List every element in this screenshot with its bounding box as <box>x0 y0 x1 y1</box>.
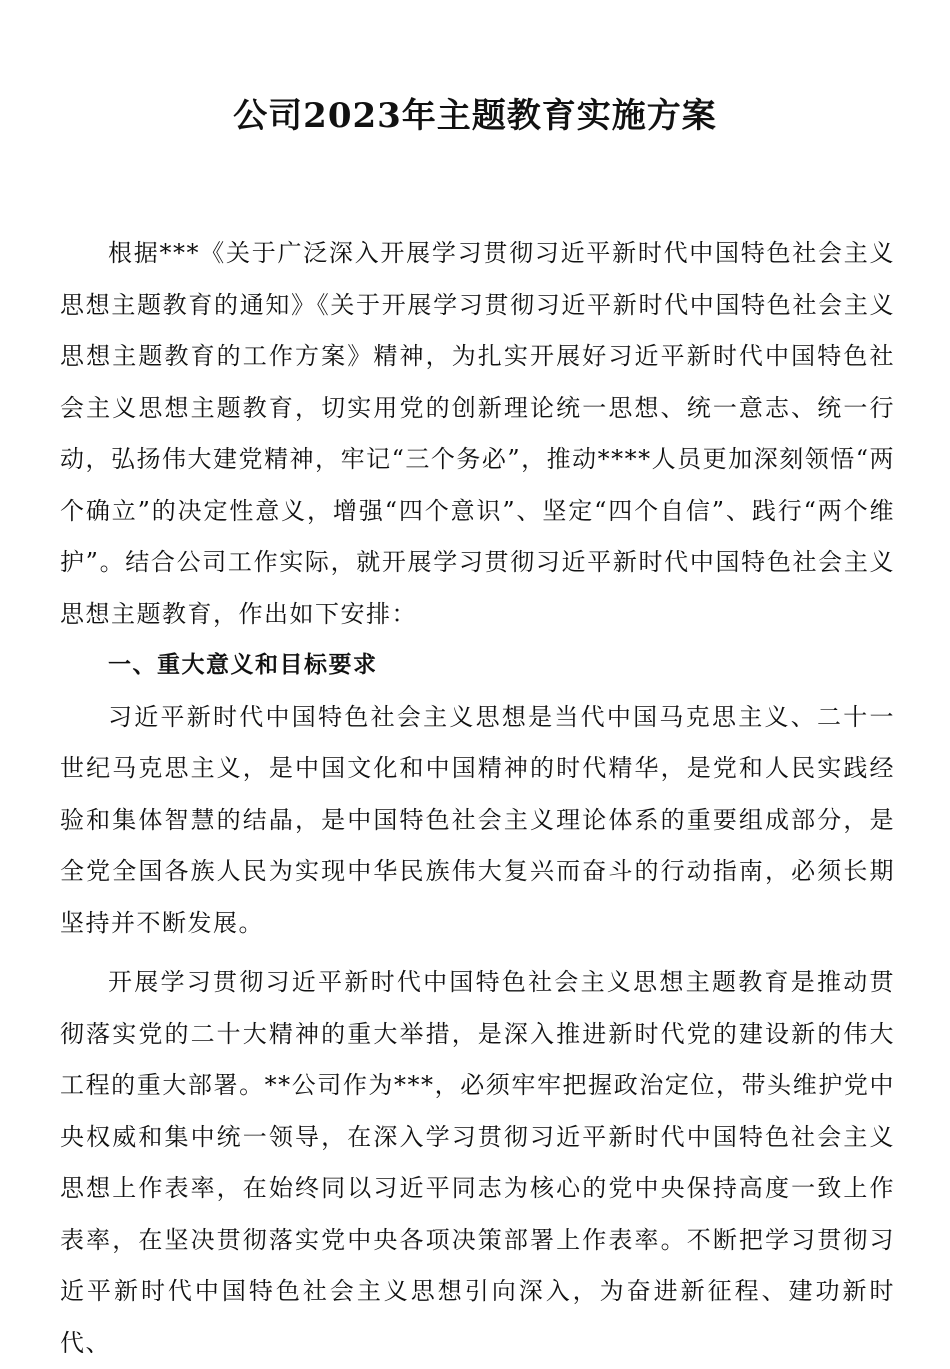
section-heading: 一、重大意义和目标要求 <box>108 652 378 678</box>
paragraph-significance: 习近平新时代中国特色社会主义思想是当代中国马克思主义、二十一世纪马克思主义，是中国文化和中国精神的时代精华，是党和人民实践经验和集体智慧的结晶，是中国特色社会主义理论体系的重要组成部分，是全党全国各族人民为实现中华民族伟大复兴而奋斗的行动指南，必须长期坚持并不断发展。 <box>60 702 895 937</box>
paragraph-intro: 根据***《关于广泛深入开展学习贯彻习近平新时代中国特色社会主义思想主题教育的通知》《关于开展学习贯彻习近平新时代中国特色社会主义思想主题教育的工作方案》精神，为扎实开展好习近平新时代中国特色社会主义思想主题教育，切实用党的创新理论统一思想、统一意志、统一行动，弘扬伟大建党精神，牢记“三个务必”，推动****人员更加深刻领悟“两个确立”的决定性意义，增强“四个意识”、坚定“四个自信”、践行“两个维护”。结合公司工作实际，就开展学习贯彻习近平新时代中国特色社会主义思想主题教育，作出如下安排： <box>60 239 895 628</box>
paragraph-deployment: 开展学习贯彻习近平新时代中国特色社会主义思想主题教育是推动贯彻落实党的二十大精神的重大举措，是深入推进新时代党的建设新的伟大工程的重大部署。**公司作为***，必须牢牢把握政治定位，带头维护党中央权威和集中统一领导，在深入学习贯彻习近平新时代中国特色社会主义思想上作表率，在始终同以习近平同志为核心的党中央保持高度一致上作表率，在坚决贯彻落实党中央各项决策部署上作表率。不断把学习贯彻习近平新时代中国特色社会主义思想引向深入，为奋进新征程、建功新时代、 <box>60 968 895 1357</box>
document-title: 公司2023年主题教育实施方案 <box>233 96 717 136</box>
document-body <box>60 228 895 1369</box>
